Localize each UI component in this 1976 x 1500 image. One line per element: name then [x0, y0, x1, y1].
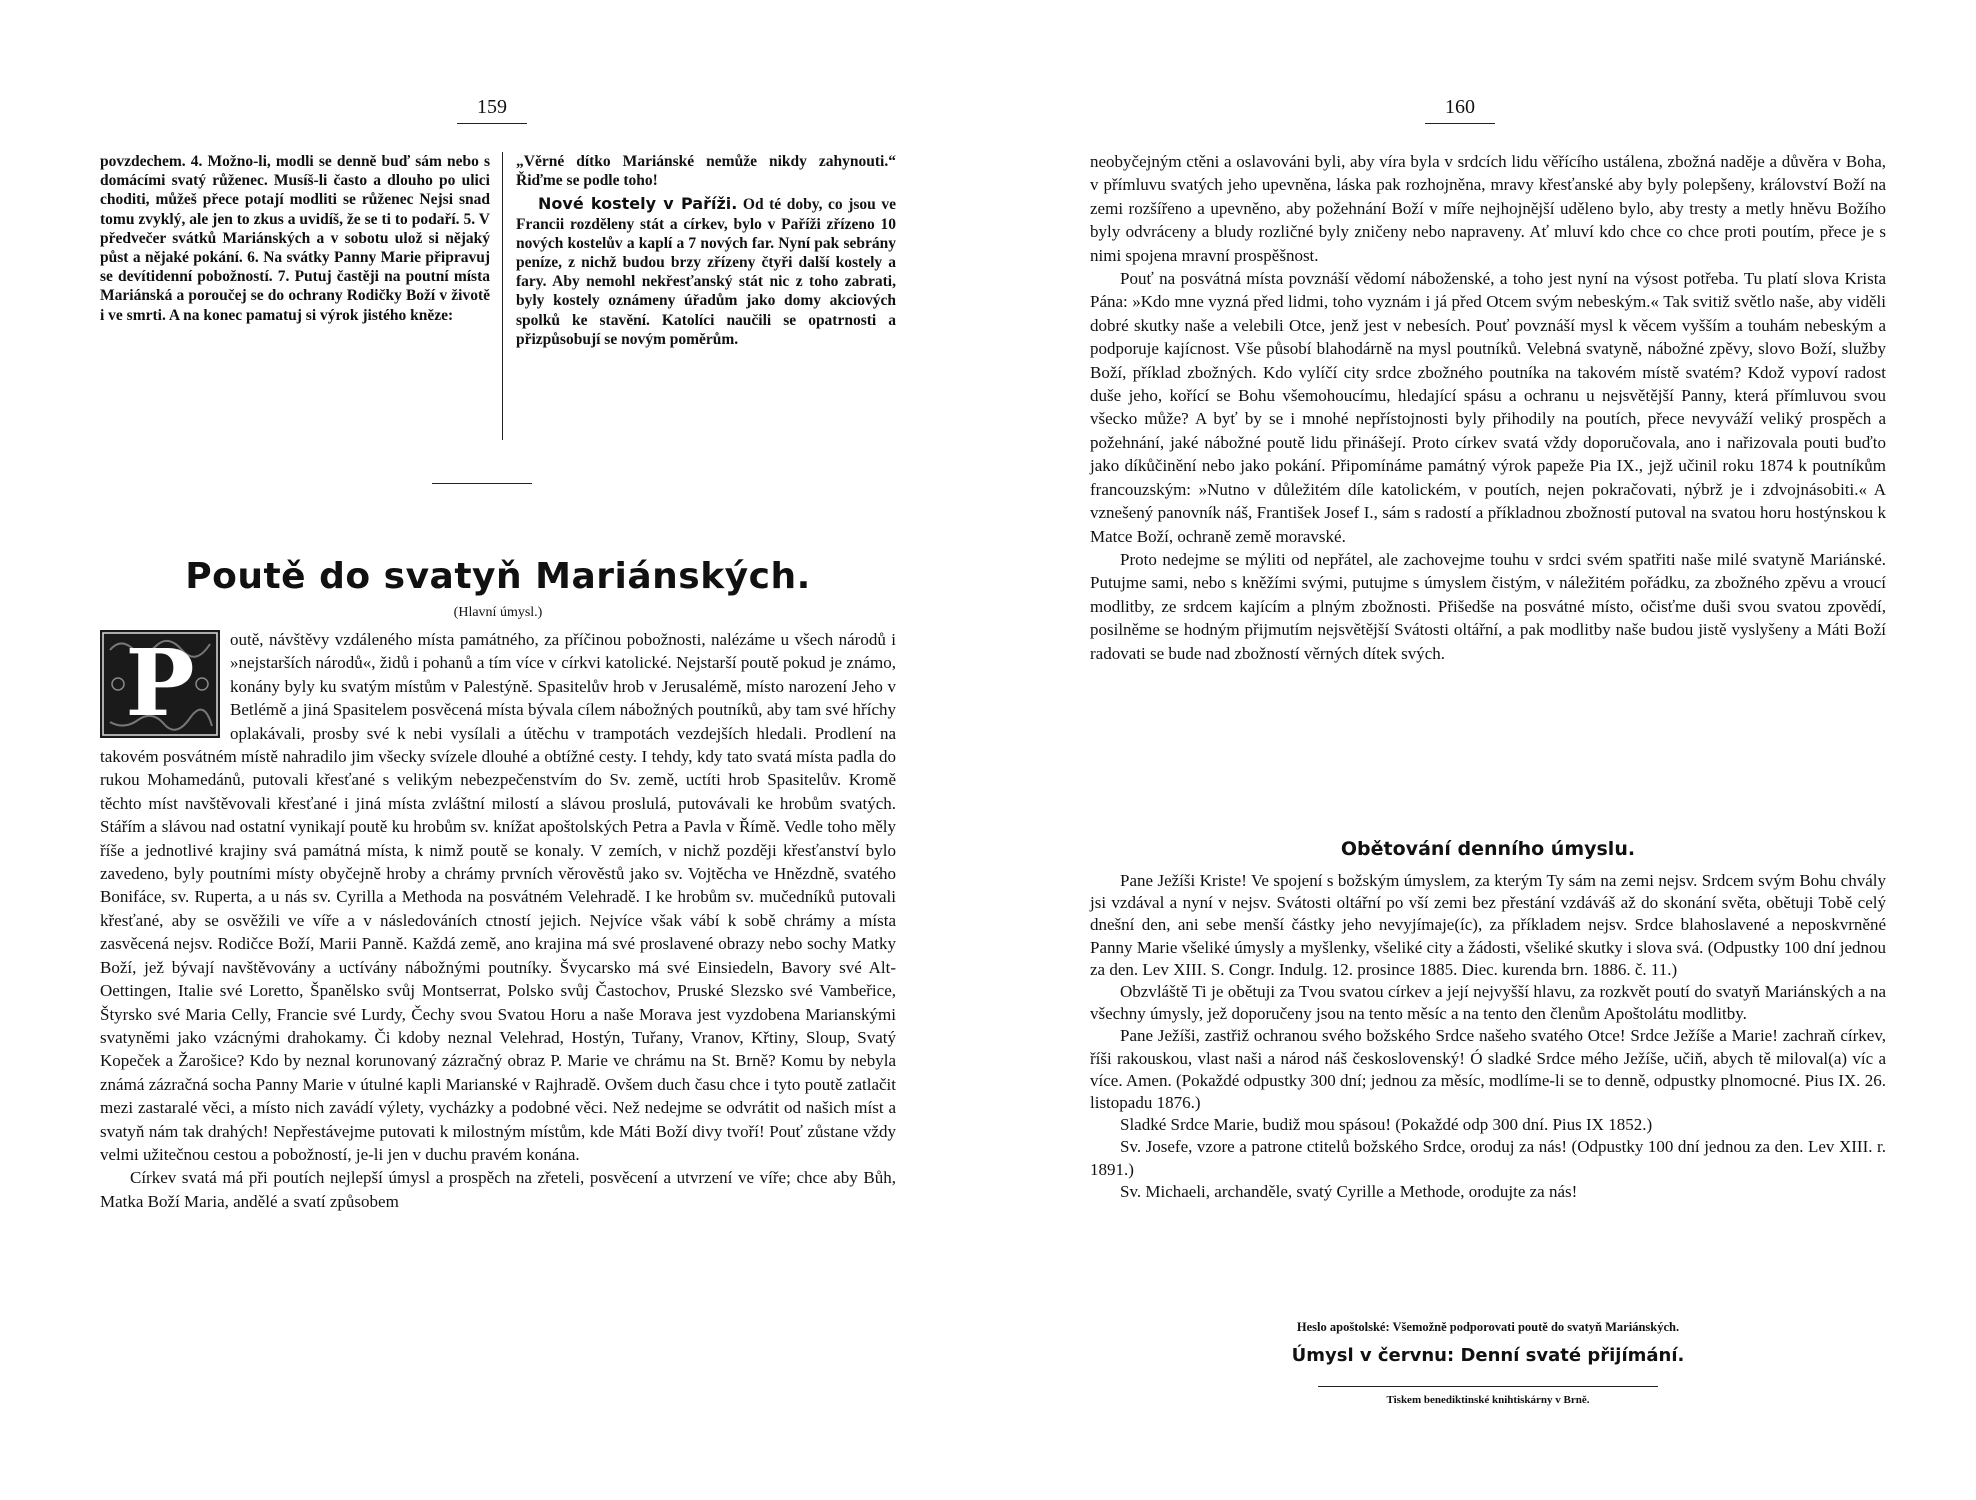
printer-imprint: Tiskem benediktinské knihtiskárny v Brně.: [1386, 1394, 1590, 1406]
drop-cap-letter: P: [125, 630, 195, 738]
page-number-rule: [457, 123, 527, 124]
prayer-6: Sv. Michaeli, archanděle, svatý Cyrille a Methode, orodujte za nás!: [1120, 1181, 1578, 1201]
prayer-3: Pane Ježíši, zastřiž ochranou svého božského Srdce našeho svatého Otce! Srdce Ježíše a Marie! zachraň církev, říši rakouskou, vlast naši a národ náš československý! Ó sladké Srdce mého Ježíše, učiň, abych tě miloval(a) víc a více. Amen. (Pokaždé odpustky 300 dní; jednou za měsíc, modlíme-li se to denně, odpustky plnomocné. Pius IX. 26. listopadu 1876.): [1090, 1026, 1886, 1113]
prayer-4: Sladké Srdce Marie, budiž mou spásou! (Pokaždé odp 300 dní. Pius IX 1852.): [1120, 1115, 1653, 1135]
column-2-heading: Nové kostely v Paříži.: [538, 194, 738, 214]
column-divider: [502, 152, 503, 440]
article-body: [100, 628, 896, 1213]
section-rule: [432, 483, 532, 484]
article-title: Poutě do svatyň Mariánských.: [185, 556, 811, 597]
prayer-1: Pane Ježíši Kriste! Ve spojení s božským úmyslem, za kterým Ty sám na zemi nejsv. Srdcem svým Bohu chvály jsi vzdával a nyní v nejsv. Svátosti oltářní po vší zemi bez přestání vzdáváš až do skonání světa, obětuji Tobě celý dnešní den, ani sebe menší částky jeho nevyjímaje(íc), za příkladem nejsv. Srdce blahoslavené a neposkvrněné Panny Marie všeliké úmysly a myšlenky, všeliké city a žádosti, všeliké skutky i slova svá. (Odpustky 100 dní jednou za den. Lev XIII. S. Congr. Indulg. 12. prosince 1885. Diec. kurenda brn. 1886. č. 11.): [1090, 871, 1886, 979]
footer-rule: [1318, 1386, 1658, 1387]
page-number: 160: [1445, 96, 1475, 118]
short-column-1: [100, 152, 490, 325]
prayer-5: Sv. Josefe, vzore a patrone ctitelů božského Srdce, oroduj za nás! (Odpustky 100 dní jednou za den. Lev XIII. r. 1891.): [1090, 1137, 1886, 1179]
article-subtitle: (Hlavní úmysl.): [453, 605, 543, 620]
paragraph-1: outě, návštěvy vzdáleného místa památného, za příčinou pobožnosti, nalézáme u všech národů i »nejstarších národů«, židů i pohanů a tím více v církvi katolické. Nejstarší poutě pokud je známo, konány byly ku svatým místům v Palestýně. Spasitelův hrob v Jerusalémě, místo narození Jeho v Betlémě a jiná Spasitelem posvěcená místa bývala cílem nábožných poutníků, aby tam své hříchy oplakávali, prosby své k nebi vysílali a útěchu v trampotách vezdejších hledali. Prodlení na takovém posvátném místě nahradilo jim všecky svízele dlouhé a obtížné cesty. I tehdy, kdy tato svatá místa padla do rukou Mohamedánů, putovali křesťané s velikým nebezpečenstvím do Sv. země, uctíti hrob Spasitelův. Kromě těchto míst navštěvovali křesťané i jiná místa zvláštní milostí a slávou proslulá, putovávali ke hrobům svatých. Stářím a slávou nad ostatní vynikají poutě ku hrobům sv. knížat apoštolských Petra a Pavla v Římě. Vedle toho měly říše a jednotlivé krajiny svá památná místa, k nimž poutě se konaly. V zemích, v nichž později křesťanství bylo zavedeno, byly poutními místy obyčejně hroby a chrámy prvních věrověstů jako sv. Vojtěcha ve Hnězdně, svatého Bonifáce, sv. Ruperta, a u nás sv. Cyrilla a Methoda na posvátném Velehradě. I ke hrobům sv. mučedníků putovali křesťané, aby se osvěžili ve víře a v následováních ctností jejich. Nejvíce však vábí k sobě chrámy a místa zasvěcená nejsv. Rodičce Boží, Marii Panně. Každá země, ano krajina má své proslavené obrazy nebo sochy Matky Boží, jež bývají navštěvovány a uctívány nábožnými poutníky. Švycarsko má své Einsiedeln, Bavory své Alt-Oettingen, Italie své Loretto, Španělsko svůj Montserrat, Polsko svůj Častochov, Pruské Slezsko své Vambeřice, Štyrsko své Maria Celly, Francie své Lurdy, Čechy svou Svatou Horu a naše Morava jest vyzdobena Marianskými svatyněmi jako vzácnými drahokamy. Či kdoby neznal Velehrad, Hostýn, Tuřany, Vranov, Křtiny, Sloup, Svatý Kopeček a Žarošice? Kdo by neznal korunovaný zázračný obraz P. Marie ve chrámu na St. Brně? Komu by nebyla známá zázračná socha Panny Marie v útulné kapli Marianské v Rajhradě. Ovšem duch času chce i tyto poutě zatlačit mezi zastaralé věci, a místo nich zavádí výlety, vycházky a podobné věci. Než nedejme se odvrátit od našich míst a svatyň nám tak drahých! Nepřestávejme putovati k milostným místům, kde Máti Boží divy tvoří! Pouť zůstane vždy velmi užitečnou cestou a pobožností, je-li jen v duchu pravém konána.: [100, 630, 896, 1164]
prayer-section: [1090, 870, 1886, 1203]
apostolic-motto: Heslo apoštolské: Všemožně podporovati poutě do svatyň Mariánských.: [1296, 1320, 1680, 1334]
article-continuation: [1090, 150, 1886, 665]
column-2-quote: „Věrné dítko Mariánské nemůže nikdy zahynouti.“ Řiďme se podle toho!: [516, 153, 896, 190]
short-column-2: [516, 152, 896, 349]
paragraph-2: Pouť na posvátná místa povznáší vědomí náboženské, a toho jest nyní na výsost potřeba. Tu platí slova Krista Pána: »Kdo mne vyzná před lidmi, toho vyznám i já před Otcem svým nebeským.« Tak svitiž světlo naše, aby viděli dobré skutky naše a velebili Otce, jenž jest v nebesích. Pouť povznáší mysl k věcem vyšším a touhám nebeským a podporuje kajícnost. Vše působí blahodárně na mysl poutníků. Velebná svatyně, nábožné zpěvy, slovo Boží, služby Boží, příklad zbožných. Kdo vylíčí city srdce zbožného poutníka na takovém místě svatém? Kdož vypoví radost duše jeho, kořící se Bohu všemohoucímu, hledající spásu a ochranu u nejsvětější Panny, která přímluvou svou všecko může? A byť by se i mnohé nepřístojnosti byly přihodily na poutích, přece nevyváží veliký prospěch a požehnání, jaké nábožné poutě lidu přinášejí. Proto církev svatá vždy doporučovala, ano i nařizovala pouti buďto jako díkůčinění nebo jako pokání. Připomínáme památný výrok papeže Pia IX., jejž učinil roku 1874 k poutníkům francouzským: »Nutno v důležitém díle katolickém, v poutích, nejen pokračovati, nýbrž je i zdvojnásobiti.« A vznešený panovník náš, František Josef I., sám s radostí a příkladnou zbožností putoval na svatou horu hostýnskou k Matce Boží, ochraně země moravské.: [1090, 269, 1886, 546]
paragraph-1: neobyčejným ctěni a oslavováni byli, aby víra byla v srdcích lidu věřícího ustálena, zbožná naděje a důvěra v Boha, v přímluvu svatých jeho upevněna, láska pak rozhojněna, mravy křesťanské aby byly polepšeny, království Boží na zemi rozšířeno a upevněno, aby požehnání Boží v míře nejhojnější uděleno bylo, aby tresty a metly hněvu Božího byly odvráceny a bludy rozličné byly zničeny nebo napraveny. Ať mluví kdo chce co chce proti poutím, přece je s nimi spojena mravní prospěšnost.: [1090, 152, 1886, 265]
page-number-rule: [1425, 123, 1495, 124]
column-2-text: Od té doby, co jsou ve Francii rozděleny stát a církev, bylo v Paříži zřízeno 10 nových kostelův a kaplí a 7 nových far. Nyní pak sebrány peníze, z nichž budou brzy zřízeny čtyři další kostely a fary. Aby nemohl nekřesťanský stát nic z toho zabrati, byly kostely oznámeny úřadům jako domy akciových spolků ke stavění. Katolíci naučili se opatrnosti a přizpůsobují se novým poměrům.: [516, 196, 896, 348]
paragraph-2: Církev svatá má při poutích nejlepší úmysl a prospěch na zřeteli, posvěcení a utvrzení ve víře; chce aby Bůh, Matka Boží Maria, andělé a svatí způsobem: [100, 1168, 896, 1211]
page-number: 159: [477, 96, 507, 118]
column-1-text: povzdechem. 4. Možno-li, modli se denně buď sám nebo s domácími svatý růženec. Musíš-li často a dlouho po ulici choditi, můžeš přece potají modliti se růženec Nejsi snad tomu zvyklý, ale jen to zkus a uvidíš, že se ti to podaří. 5. V předvečer svátků Mariánských a v sobotu ulož si nějaký půst a nějaké pokání. 6. Na svátky Panny Marie připravuj se devítidenní pobožností. 7. Putuj častěji na poutní místa Mariánská a poroučej se do ochrany Rodičky Boží v životě i ve smrti. A na konec pamatuj si výrok jistého kněze:: [100, 153, 490, 324]
drop-cap-ornament: [100, 630, 220, 738]
monthly-intention: Úmysl v červnu: Denní svaté přijímání.: [1291, 1345, 1685, 1366]
section-title: Obětování denního úmyslu.: [1340, 838, 1636, 860]
right-page: [988, 0, 1976, 1500]
paragraph-3: Proto nedejme se mýliti od nepřátel, ale zachovejme touhu v srdci svém spatřiti naše milé svatyně Mariánské. Putujme sami, nebo s kněžími svými, putujme s úmyslem čistým, v náležitém pořádku, za zbožného zpěvu a vroucí modlitby, ze srdcem kajícím a plným zbožnosti. Přišedše na posvátné místo, očisťme duši svou svatou zpovědí, posilněme se hodným přijmutím nejsvětější Svátosti oltářní, a pak modlitby naše budou jistě vyslyšeny a Máti Boží radovati se bude nad zbožností věrných dítek svých.: [1090, 549, 1886, 663]
prayer-2: Obzvláště Ti je obětuji za Tvou svatou církev a její nejvyšší hlavu, za rozkvět poutí do svatyň Mariánských a na všechny úmysly, jež doporučeny jsou na tento měsíc a na tento den členům Apoštolátu modlitby.: [1090, 982, 1886, 1024]
